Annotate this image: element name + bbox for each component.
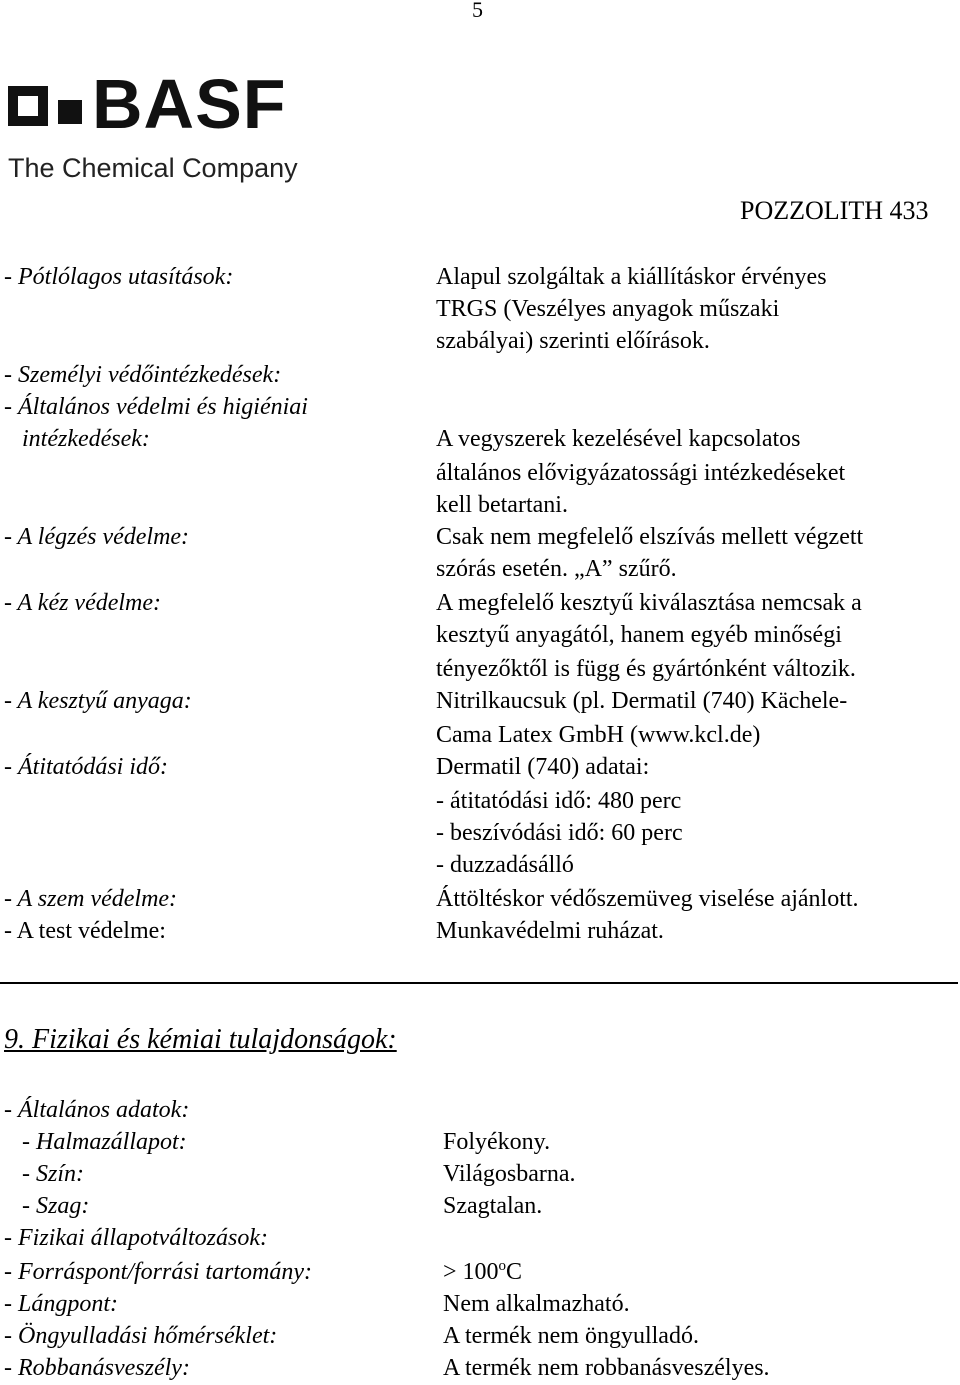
label-altalanos-adatok: - Általános adatok: [4,1097,190,1123]
label-intezkedesek: intézkedések: [22,426,150,452]
value-line: Dermatil (740) adatai: [436,754,650,780]
value-robbanasveszely: A termék nem robbanásveszélyes. [443,1355,770,1381]
label-potlolagos: - Pótlólagos utasítások: [4,264,234,290]
value-ongyulladasi: A termék nem öngyulladó. [443,1323,699,1349]
logo-wordmark: BASF [92,65,287,143]
label-szem: - A szem védelme: [4,886,178,912]
value-line: A vegyszerek kezelésével kapcsolatos [436,426,801,452]
product-name: POZZOLITH 433 [740,196,929,225]
label-halmazallapot: - Halmazállapot: [22,1129,187,1155]
value-line: - beszívódási idő: 60 perc [436,820,683,846]
value-line: Áttöltéskor védőszemüveg viselése ajánlott. [436,886,859,912]
label-kez: - A kéz védelme: [4,590,162,616]
value-halmazallapot: Folyékony. [443,1129,551,1155]
degree-sup: o [498,1258,507,1274]
label-szin: - Szín: [22,1161,84,1187]
basf-logo [8,65,320,190]
label-fizikai-allapotvaltozasok: - Fizikai állapotváltozások: [4,1225,268,1251]
value-line: tényezőktől is függ és gyártónként változik. [436,656,856,682]
value-line: Alapul szolgáltak a kiállításkor érvényes [436,264,827,290]
value-line: - duzzadásálló [436,852,574,878]
logo-square-outline-icon [8,86,48,126]
value-line: általános elővigyázatossági intézkedéseket [436,460,846,486]
section-divider [0,982,958,984]
label-ongyulladasi: - Öngyulladási hőmérséklet: [4,1323,278,1349]
label-legzes: - A légzés védelme: [4,524,190,550]
value-line: kell betartani. [436,492,568,518]
label-kesztyu-anyaga: - A kesztyű anyaga: [4,688,192,714]
label-altalanos-vedelmi: - Általános védelmi és higiéniai [4,394,308,420]
label-robbanasveszely: - Robbanásveszély: [4,1355,190,1381]
label-szag: - Szag: [22,1193,90,1219]
label-test: - A test védelme: [4,918,166,944]
logo-tagline: The Chemical Company [8,153,298,183]
value-line: A megfelelő kesztyű kiválasztása nemcsak a [436,590,862,616]
label-atitatodasi: - Átitatódási idő: [4,754,168,780]
label-szemelyi: - Személyi védőintézkedések: [4,362,282,388]
page-number: 5 [472,0,483,22]
logo-square-solid-icon [58,100,82,124]
value-line: kesztyű anyagától, hanem egyéb minőségi [436,622,842,648]
value-line: TRGS (Veszélyes anyagok műszaki [436,296,780,322]
value-forraspont-number: > 100 [443,1259,499,1285]
value-line: Munkavédelmi ruházat. [436,918,664,944]
value-line: Csak nem megfelelő elszívás mellett végzett [436,524,864,550]
value-line: Nitrilkaucsuk (pl. Dermatil (740) Kächele- [436,688,848,714]
value-line: Cama Latex GmbH (www.kcl.de) [436,722,761,748]
section-title: 9. Fizikai és kémiai tulajdonságok: [4,1024,397,1055]
value-forraspont [443,1256,522,1288]
value-line: - átitatódási idő: 480 perc [436,788,682,814]
value-langpont: Nem alkalmazható. [443,1291,630,1317]
value-szin: Világosbarna. [443,1161,576,1187]
label-langpont: - Lángpont: [4,1291,118,1317]
value-szag: Szagtalan. [443,1193,543,1219]
label-forraspont: - Forráspont/forrási tartomány: [4,1259,313,1285]
value-line: szórás esetén. „A” szűrő. [436,556,677,582]
value-forraspont-unit: C [506,1259,523,1285]
value-line: szabályai) szerinti előírások. [436,328,710,354]
